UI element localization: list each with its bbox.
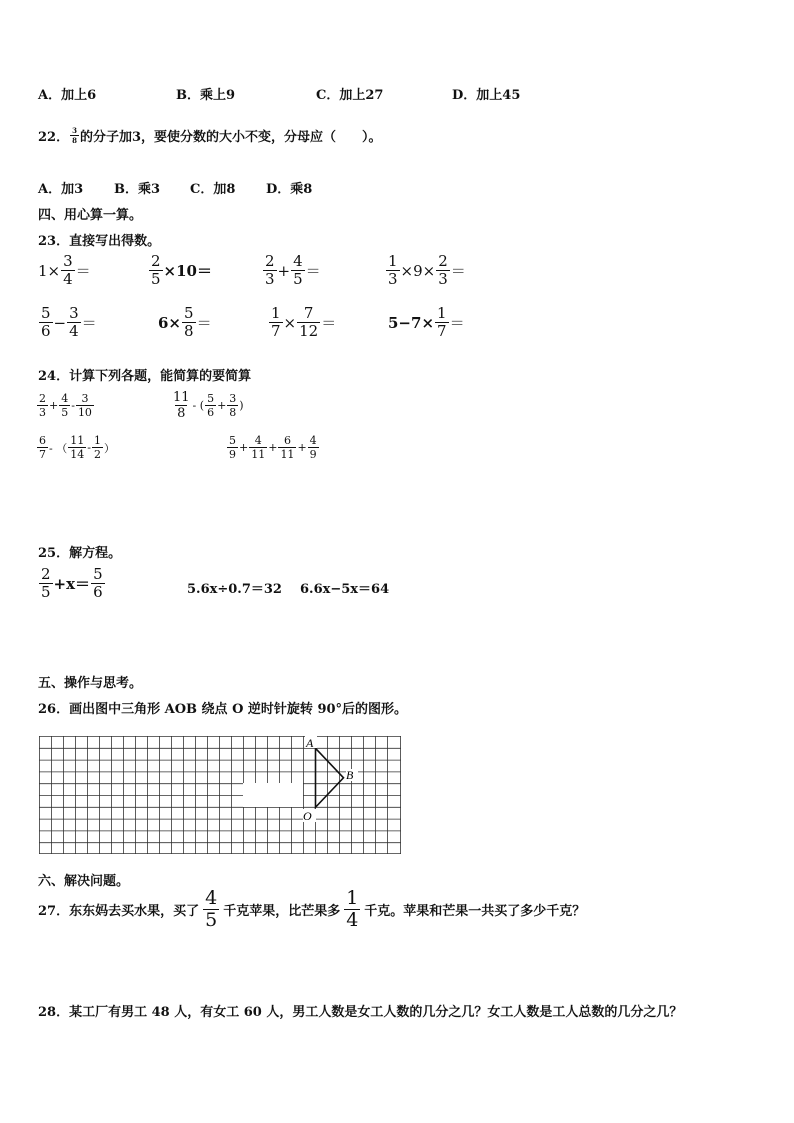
option-a: A．加上6 bbox=[38, 88, 97, 103]
question-26-title: 26．画出图中三角形 AOB 绕点 O 逆时针旋转 90°后的图形。 bbox=[38, 702, 408, 717]
point-label-b: B bbox=[346, 768, 354, 782]
point-label-o: O bbox=[303, 809, 312, 823]
expression: $\frac{2}{5}$ ×10＝ bbox=[151, 252, 212, 288]
expression: 1× $\frac{3}{4}$ ＝ bbox=[38, 252, 91, 288]
option-c: C．加8 bbox=[190, 182, 236, 197]
expression: $\frac{1}{3}$ ×9× $\frac{2}{3}$ ＝ bbox=[388, 252, 466, 288]
point-label-a: A bbox=[306, 736, 314, 750]
expression: 6× $\frac{5}{8}$ ＝ bbox=[158, 304, 212, 340]
grid-diagram bbox=[39, 736, 401, 854]
question-24-title: 24．计算下列各题，能简算的要简算 bbox=[38, 369, 252, 384]
question-25-title: 25．解方程。 bbox=[38, 546, 122, 561]
question-27: 27．东东妈去买水果，买了 $\frac{4}{5}$ 千克苹果，比芒果多 $\frac{1}{4}$ 千克。苹果和芒果一共买了多少千克？ bbox=[38, 887, 586, 931]
question-28: 28．某工厂有男工 48 人，有女工 60 人，男工人数是女工人数的几分之几？女工人数是工人总数的几分之几？ bbox=[38, 1005, 683, 1020]
equation: 6.6x−5x＝64 bbox=[300, 582, 390, 597]
section-heading: 六、解决问题。 bbox=[38, 874, 130, 889]
expression: $\frac{11}{8}$ - ( $\frac{5}{6}$ + $\frac{3}{8}$ ) bbox=[173, 390, 244, 421]
section-heading: 四、用心算一算。 bbox=[38, 208, 143, 223]
expression: $\frac{2}{3}$ + $\frac{4}{5}$ - $\frac{3}{10}$ bbox=[39, 392, 92, 419]
expression: $\frac{5}{9}$ + $\frac{4}{11}$ + $\frac{6}{11}$ + $\frac{4}{9}$ bbox=[229, 434, 317, 461]
section-heading: 五、操作与思考。 bbox=[38, 676, 143, 691]
expression: $\frac{6}{7}$ - （ $\frac{11}{14}$ - $\frac{1}{2}$ ） bbox=[39, 434, 115, 461]
option-b: B．乘3 bbox=[114, 182, 161, 197]
option-d: D．乘8 bbox=[266, 182, 313, 197]
expression: $\frac{2}{3}$ + $\frac{4}{5}$ ＝ bbox=[265, 252, 321, 288]
option-b: B．乘上9 bbox=[176, 88, 236, 103]
expression: $\frac{1}{7}$ × $\frac{7}{12}$ ＝ bbox=[271, 304, 337, 340]
expression: $\frac{5}{6}$ − $\frac{3}{4}$ ＝ bbox=[41, 304, 97, 340]
equation: $\frac{2}{5}$ +x＝ $\frac{5}{6}$ bbox=[41, 565, 103, 601]
question-number: 22． bbox=[38, 130, 70, 145]
grid-lines bbox=[39, 736, 401, 854]
expression: 5−7× $\frac{1}{7}$ ＝ bbox=[388, 304, 465, 340]
question-text: 的分子加3，要使分数的大小不变，分母应（ ）。 bbox=[79, 130, 382, 145]
blank-region bbox=[243, 783, 303, 807]
option-d: D．加上45 bbox=[452, 88, 521, 103]
fraction: $\frac{3}{8}$ bbox=[72, 126, 77, 145]
option-a: A．加3 bbox=[38, 182, 84, 197]
option-c: C．加上27 bbox=[316, 88, 384, 103]
question-23-title: 23．直接写出得数。 bbox=[38, 234, 161, 249]
question-22 bbox=[38, 126, 382, 145]
equation: 5.6x÷0.7＝32 bbox=[187, 582, 282, 597]
